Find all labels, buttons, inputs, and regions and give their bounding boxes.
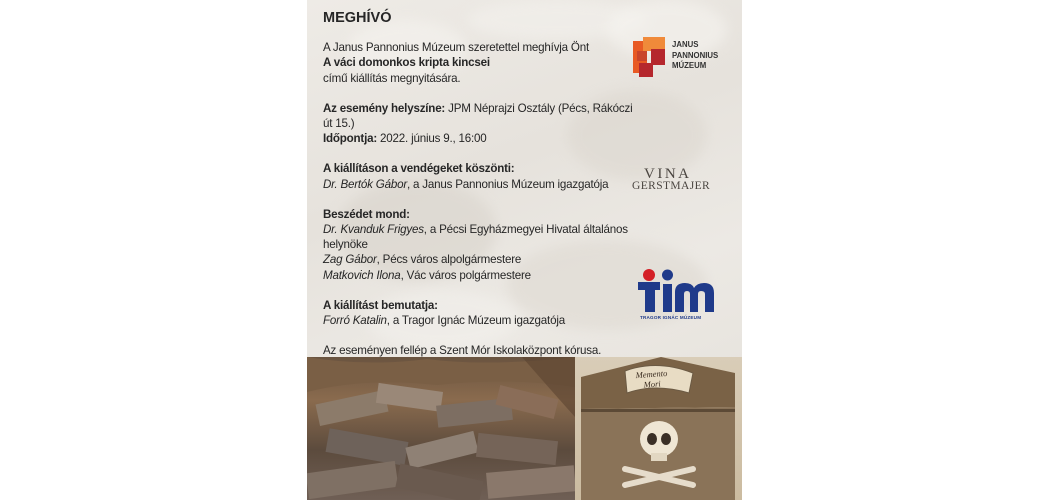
vina-logo-line2: GERSTMAJER <box>632 180 711 192</box>
speaker-role: , Pécs város alpolgármestere <box>376 253 522 267</box>
invitation-heading: MEGHÍVÓ <box>323 10 392 26</box>
welcome-role: , a Janus Pannonius Múzeum igazgatója <box>407 177 609 191</box>
photos-strip <box>307 357 742 500</box>
venue-label: Az esemény helyszíne: <box>323 101 446 115</box>
speaker-line <box>323 222 633 252</box>
box-label-line1: Memento <box>635 367 668 381</box>
crypt-coffins-photo <box>307 357 575 500</box>
tim-logo <box>636 266 718 324</box>
time-value: 2022. június 9., 16:00 <box>377 132 487 146</box>
jpm-logo-line1: JANUS <box>672 40 699 49</box>
vina-gerstmajer-logo <box>632 166 727 198</box>
exhibition-title: A váci domonkos kripta kincsei <box>323 56 490 70</box>
presenter-role: , a Tragor Ignác Múzeum igazgatója <box>386 314 565 328</box>
welcome-label: A kiállításon a vendégeket köszönti: <box>323 162 515 176</box>
presenter-label: A kiállítást bemutatja: <box>323 298 438 312</box>
box-label <box>635 368 668 390</box>
venue-value: JPM Néprajzi Osztály (Pécs, Rákóczi út 15.) <box>323 101 633 131</box>
intro-line: A Janus Pannonius Múzeum szeretettel meghívja Önt <box>323 41 590 55</box>
time-label: Időpontja: <box>323 132 378 146</box>
box-label-line2: Mori <box>643 378 661 390</box>
speaker-name: Zag Gábor <box>323 253 377 267</box>
tim-logo-subtitle: TRAGOR IGNÁC MÚZEUM <box>640 315 702 320</box>
exhibition-suffix: című kiállítás megnyitására. <box>323 71 461 85</box>
presenter-name: Forró Katalin <box>323 314 387 328</box>
invitation-text <box>323 11 633 358</box>
speech-label: Beszédet mond: <box>323 207 410 221</box>
speaker-role: , Vác város polgármestere <box>400 268 531 282</box>
vina-logo-line1: VINA <box>644 166 692 182</box>
welcome-line <box>323 177 633 192</box>
invitation-card <box>307 0 742 500</box>
jpm-logo <box>633 37 733 81</box>
jpm-logo-line2: PANNONIUS <box>672 50 719 60</box>
coffins-illustration <box>307 357 575 500</box>
jpm-logo-mark <box>633 37 669 81</box>
jpm-logo-line3: MÚZEUM <box>672 61 707 70</box>
memento-mori-box-photo <box>575 357 742 500</box>
welcome-name: Dr. Bertók Gábor <box>323 177 407 191</box>
closing-line: Az eseményen fellép a Szent Mór Iskolaközpont kórusa. <box>323 344 602 358</box>
time-line <box>323 131 633 146</box>
speaker-name: Dr. Kvanduk Frigyes <box>323 223 424 237</box>
venue-line <box>323 101 633 131</box>
speaker-line <box>323 268 633 283</box>
tim-logo-mark <box>636 266 718 316</box>
speaker-line <box>323 252 633 267</box>
speaker-name: Matkovich Ilona <box>323 268 401 282</box>
speaker-role: , a Pécsi Egyházmegyei Hivatal általános helynöke <box>323 223 628 252</box>
presenter-line <box>323 313 633 328</box>
